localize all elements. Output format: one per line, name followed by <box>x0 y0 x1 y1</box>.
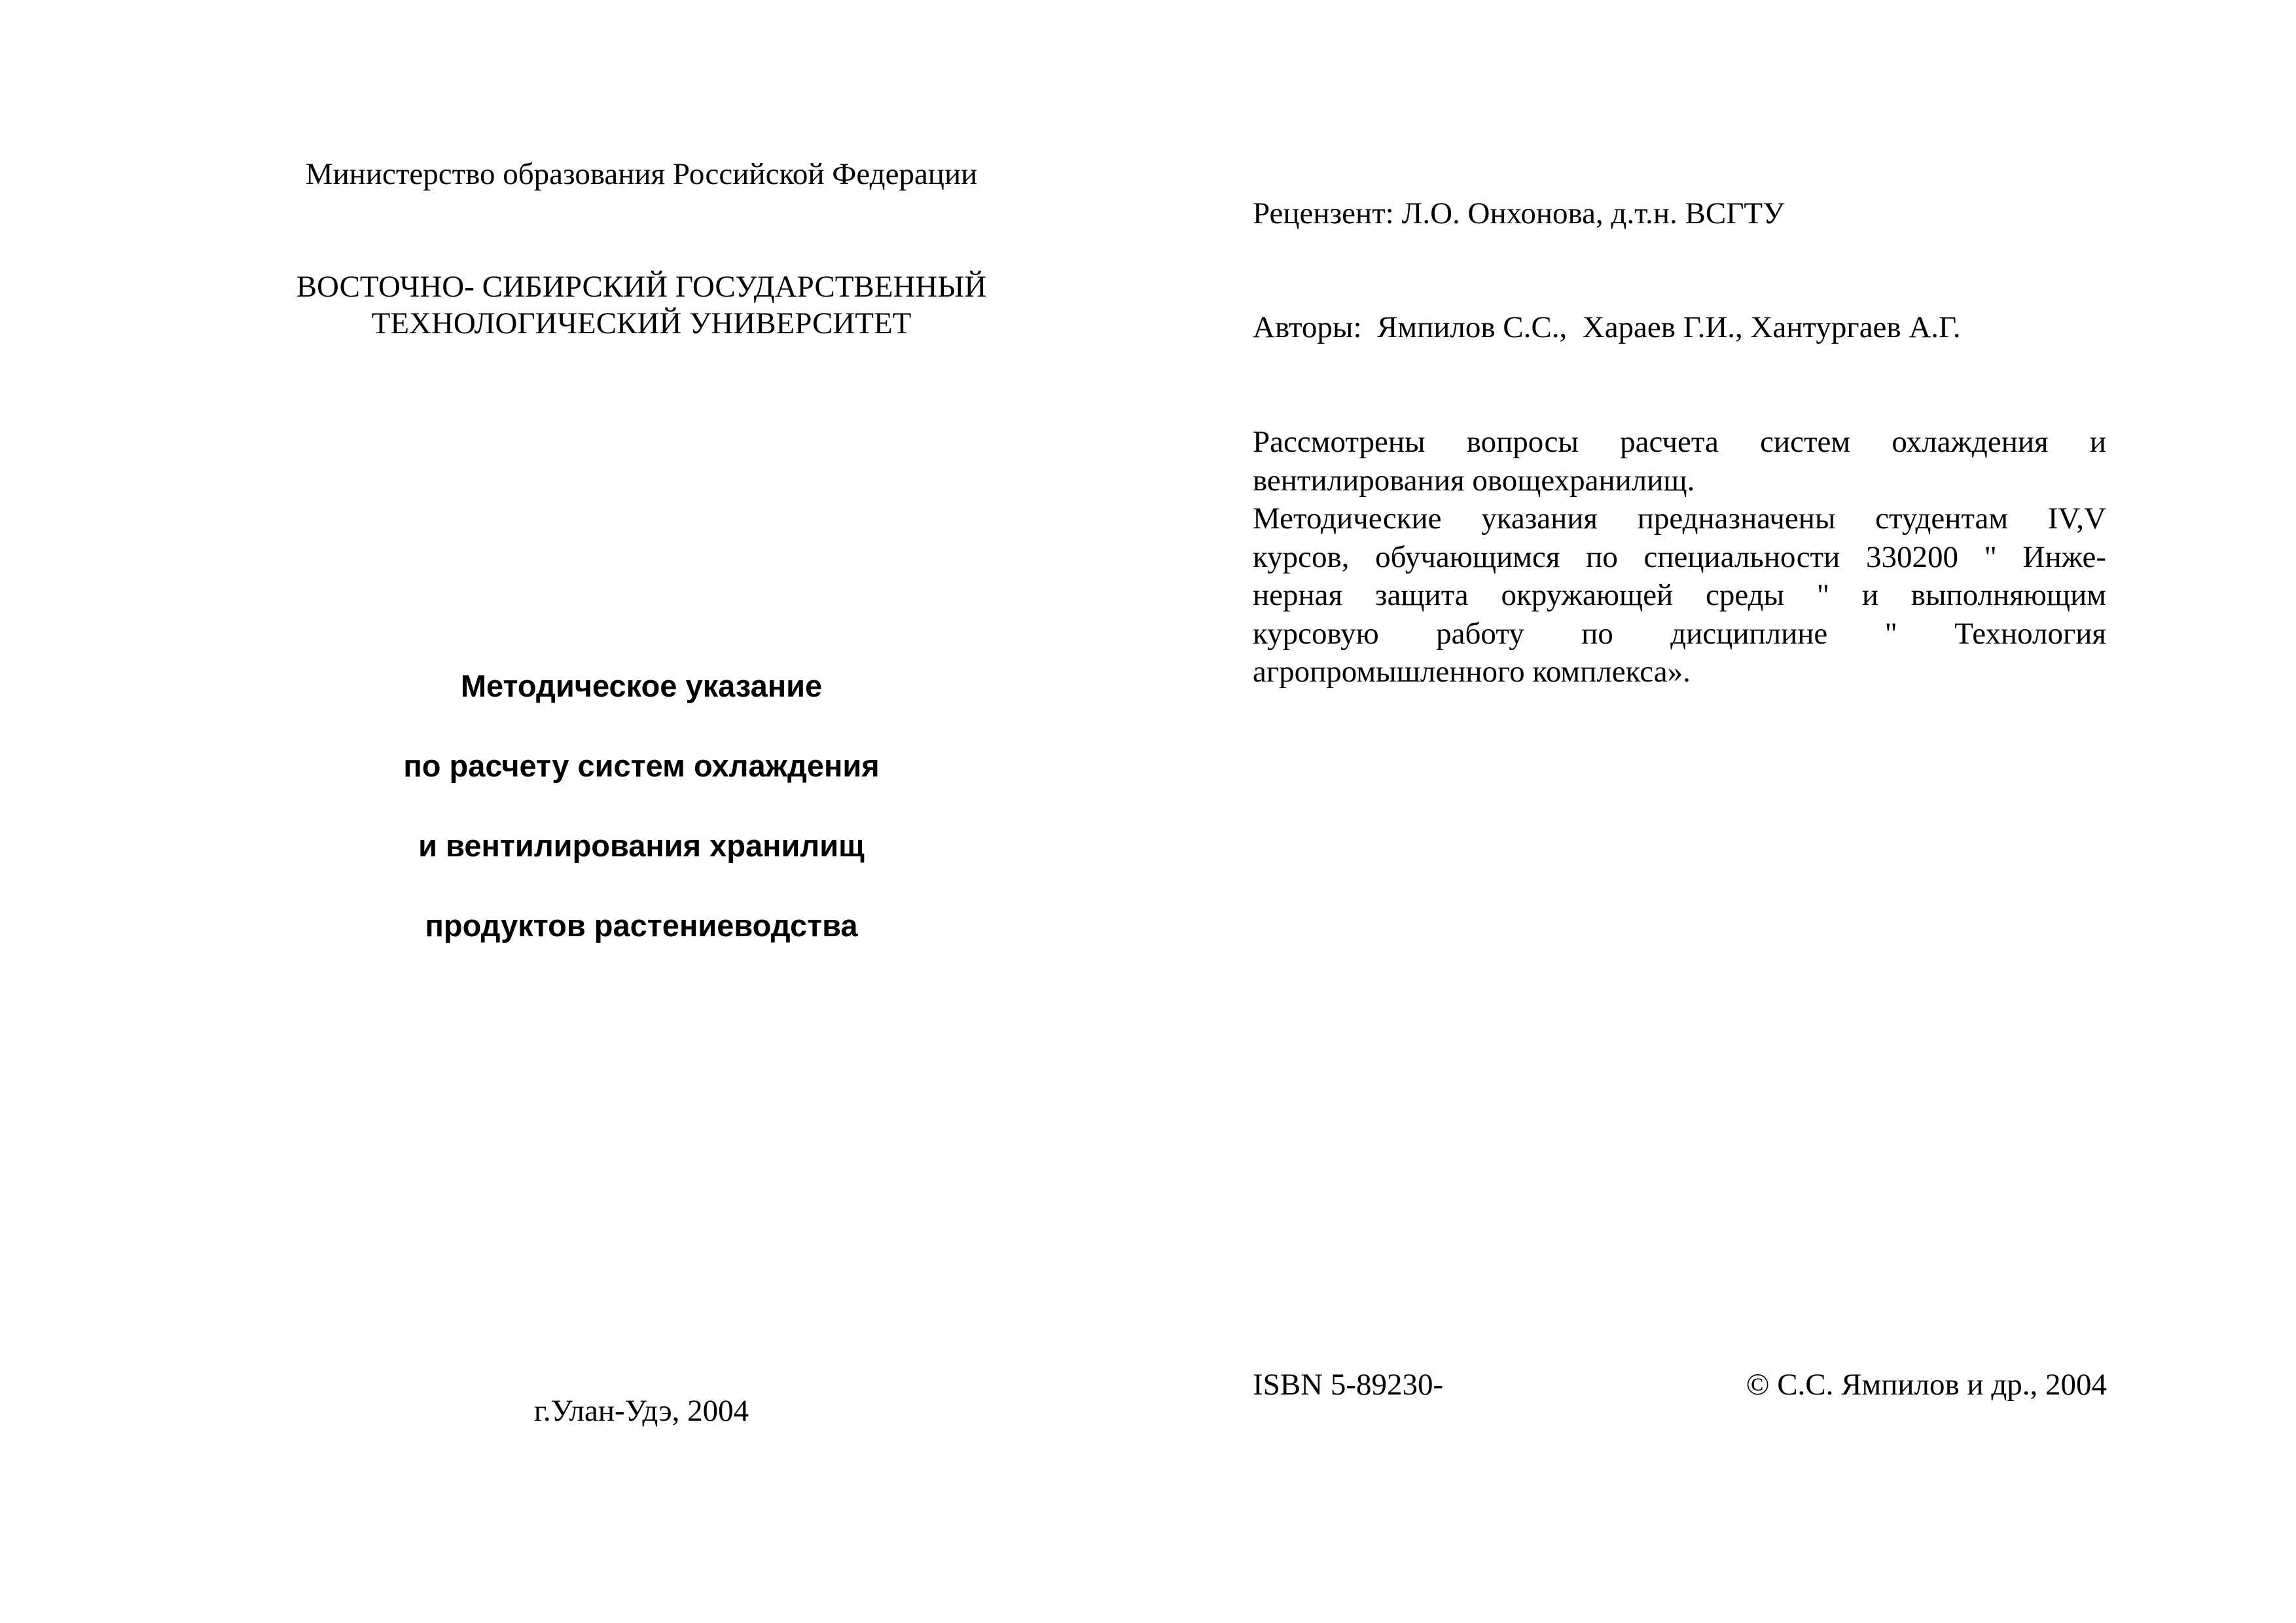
title-line-3: и вентилирования хранилищ <box>418 828 865 863</box>
title-line-2: по расчету систем охлаждения <box>403 748 880 783</box>
university-name <box>170 268 1113 342</box>
university-name-line-2: ТЕХНОЛОГИЧЕСКИЙ УНИВЕРСИТЕТ <box>371 306 912 340</box>
authors-line: Авторы: Ямпилов С.С., Хараев Г.И., Хантургаев А.Г. <box>1253 310 1961 344</box>
abstract-line-4: курсов, обучающимся по специальности 330200 " Инже- <box>1253 539 2106 574</box>
abstract-line-2: вентилирования овощехранилищ. <box>1253 463 1695 498</box>
abstract-line-7: агропромышленного комплекса». <box>1253 655 1691 689</box>
isbn: ISBN 5-89230- <box>1253 1368 1444 1402</box>
document-title <box>170 668 1113 987</box>
abstract-line-3: Методические указания предназначены студентам IV,V <box>1253 501 2106 536</box>
reviewer-line: Рецензент: Л.О. Онхонова, д.т.н. ВСГТУ <box>1253 196 1785 230</box>
ministry-heading: Министерство образования Российской Федерации <box>305 157 978 191</box>
imprint-page <box>1148 0 2296 1623</box>
abstract-line-6: курсовую работу по дисциплине " Технология <box>1253 616 2106 651</box>
abstract-line-1: Рассмотрены вопросы расчета систем охлаждения и <box>1253 425 2106 459</box>
university-name-line-1: ВОСТОЧНО- СИБИРСКИЙ ГОСУДАРСТВЕННЫЙ <box>296 270 987 304</box>
title-line-4: продуктов растениеводства <box>425 908 858 943</box>
abstract-paragraph <box>1253 423 2106 691</box>
copyright: © С.С. Ямпилов и др., 2004 <box>1746 1368 2107 1402</box>
title-line-1: Методическое указание <box>460 668 823 703</box>
abstract-line-5: нерная защита окружающей среды " и выполняющим <box>1253 578 2106 612</box>
city-year: г.Улан-Удэ, 2004 <box>533 1394 749 1428</box>
